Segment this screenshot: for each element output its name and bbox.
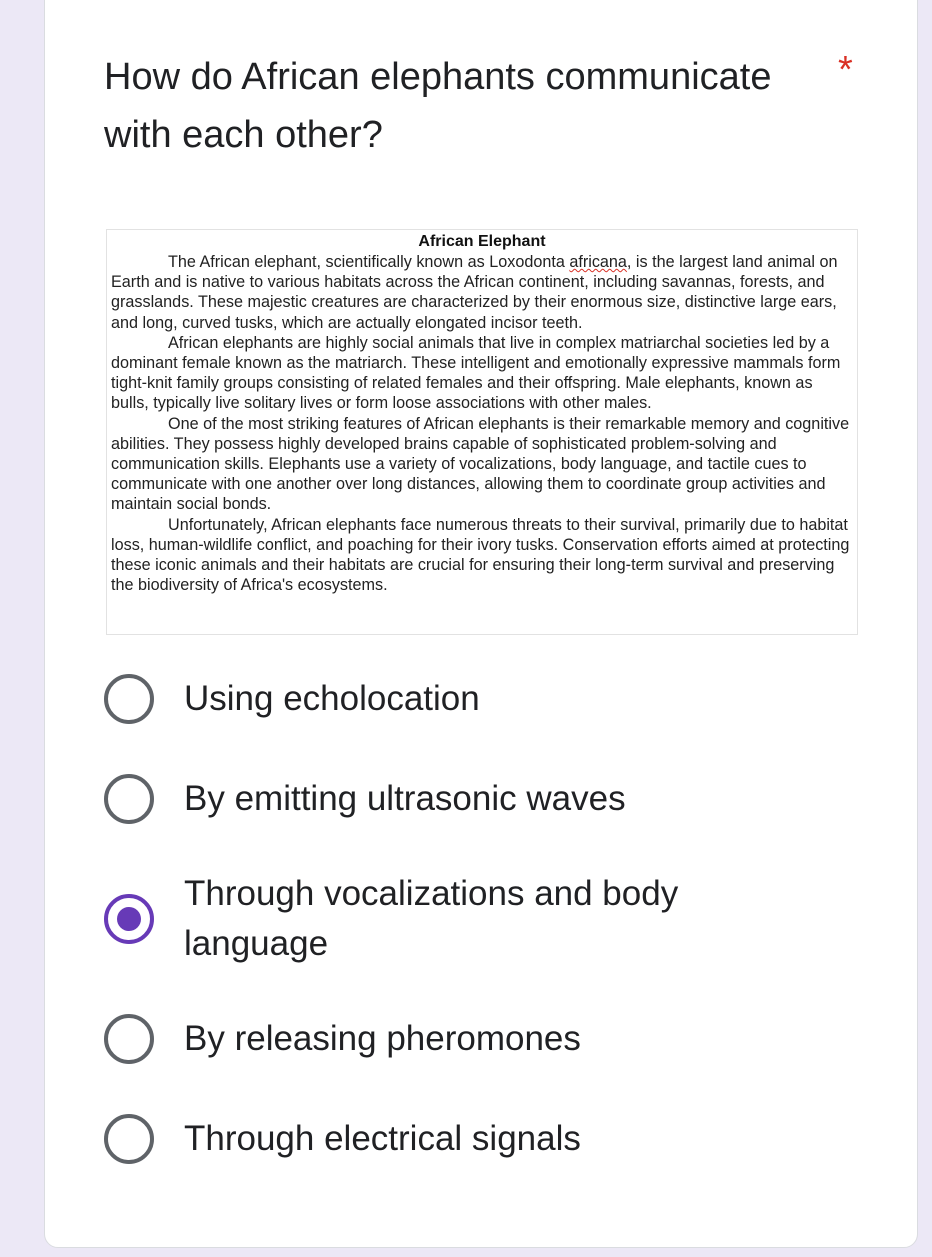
option-ultrasonic-waves[interactable] bbox=[104, 774, 834, 824]
radio-button[interactable] bbox=[104, 1014, 154, 1064]
spellcheck-underline: africana bbox=[569, 253, 627, 271]
radio-button[interactable] bbox=[104, 774, 154, 824]
required-asterisk: * bbox=[838, 49, 853, 91]
radio-button-selected[interactable] bbox=[104, 894, 154, 944]
option-using-echolocation[interactable] bbox=[104, 674, 834, 724]
option-vocalizations-body-language[interactable] bbox=[104, 869, 834, 969]
option-label: Using echolocation bbox=[184, 679, 480, 718]
document-paragraph-4: Unfortunately, African elephants face numerous threats to their survival, primarily due to habitat loss, human-wildlife conflict, and poaching for their ivory tusks. Conservation efforts aimed at protecting these iconic animals and their habitats are crucial for ensuring their long-term survival and preserving the biodiversity of Africa's ecosystems. bbox=[111, 515, 850, 595]
question-title: How do African elephants communicate with each other? bbox=[104, 56, 772, 156]
question-image-document bbox=[106, 229, 858, 635]
radio-button[interactable] bbox=[104, 674, 154, 724]
document-paragraph-2: African elephants are highly social animals that live in complex matriarchal societies led by a dominant female known as the matriarch. These intelligent and emotionally expressive mammals form tight-knit family groups consisting of related females and their offspring. Male elephants, known as bulls, typically live solitary lives or form loose associations with other males. bbox=[111, 333, 841, 413]
option-electrical-signals[interactable] bbox=[104, 1114, 834, 1164]
option-releasing-pheromones[interactable] bbox=[104, 1014, 834, 1064]
document-title: African Elephant bbox=[418, 233, 546, 250]
document-paragraph-3: One of the most striking features of African elephants is their remarkable memory and cognitive abilities. They possess highly developed brains capable of sophisticated problem-solving and communication skills. Elephants use a variety of vocalizations, body language, and tactile cues to communicate with one another over long distances, allowing them to coordinate group activities and maintain social bonds. bbox=[111, 414, 850, 514]
option-label: Through vocalizations and body language bbox=[184, 874, 679, 963]
document-paragraph-1: The African elephant, scientifically known as Loxodonta africana, is the largest land animal on Earth and is native to various habitats across the African continent, including savannas, forests, and grasslands. These majestic creatures are characterized by their enormous size, distinctive large ears, and long, curved tusks, which are actually elongated incisor teeth. bbox=[111, 253, 838, 332]
option-label: Through electrical signals bbox=[184, 1119, 581, 1158]
option-label: By emitting ultrasonic waves bbox=[184, 779, 626, 818]
radio-button[interactable] bbox=[104, 1114, 154, 1164]
option-label: By releasing pheromones bbox=[184, 1019, 581, 1058]
